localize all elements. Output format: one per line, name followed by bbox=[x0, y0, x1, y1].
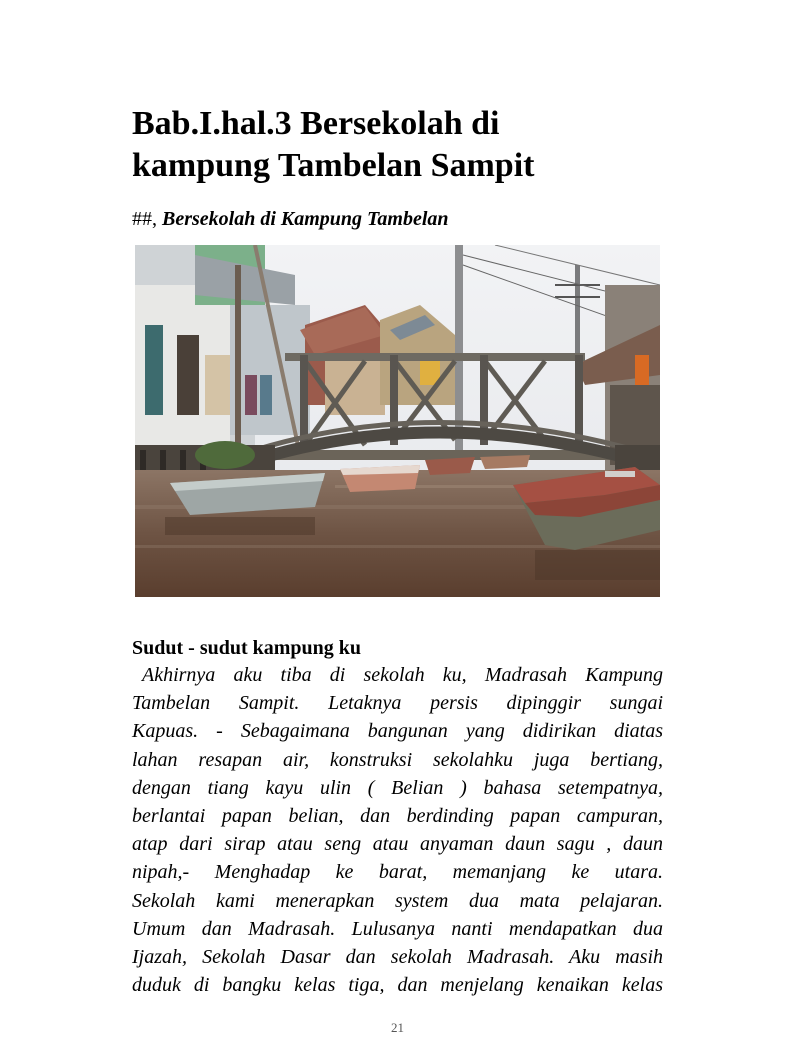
body-line: Ijazah, Sekolah Dasar dan sekolah Madrasah. Aku masih bbox=[132, 945, 663, 968]
page-title bbox=[132, 103, 692, 187]
subtitle-prefix: ##, bbox=[132, 208, 162, 230]
page-title-line-1: Bab.I.hal.3 Bersekolah di bbox=[132, 105, 500, 142]
body-line: Sekolah kami menerapkan system dua mata pelajaran. bbox=[132, 889, 663, 912]
body-line: Umum dan Madrasah. Lulusanya nanti mendapatkan dua bbox=[132, 917, 663, 940]
page-title-line-2: kampung Tambelan Sampit bbox=[132, 147, 535, 184]
body-line: atap dari sirap atau seng atau anyaman daun sagu , daun bbox=[132, 833, 663, 856]
body-line: dengan tiang kayu ulin ( Belian ) bahasa setempatnya, bbox=[132, 776, 663, 799]
river-village-photo bbox=[135, 245, 660, 597]
body-line: Akhirnya aku tiba di sekolah ku, Madrasah Kampung bbox=[142, 664, 663, 686]
body-line: lahan resapan air, konstruksi sekolahku juga bertiang, bbox=[132, 748, 663, 771]
body-line: Tambelan Sampit. Letaknya persis dipinggir sungai bbox=[132, 692, 663, 715]
body-line: nipah,- Menghadap ke barat, memanjang ke utara. bbox=[132, 861, 663, 884]
body-line: Kapuas. - Sebagaimana bangunan yang didirikan diatas bbox=[132, 720, 663, 743]
page-number: 21 bbox=[391, 1020, 404, 1035]
body-line: duduk di bangku kelas tiga, dan menjelang kenaikan kelas bbox=[132, 974, 663, 997]
section-heading: Sudut - sudut kampung ku bbox=[132, 637, 362, 659]
subtitle bbox=[132, 206, 449, 232]
body-line: berlantai papan belian, dan berdinding papan campuran, bbox=[132, 804, 663, 827]
subtitle-emphasis: Bersekolah di Kampung Tambelan bbox=[162, 208, 449, 230]
body-paragraph bbox=[132, 661, 663, 999]
